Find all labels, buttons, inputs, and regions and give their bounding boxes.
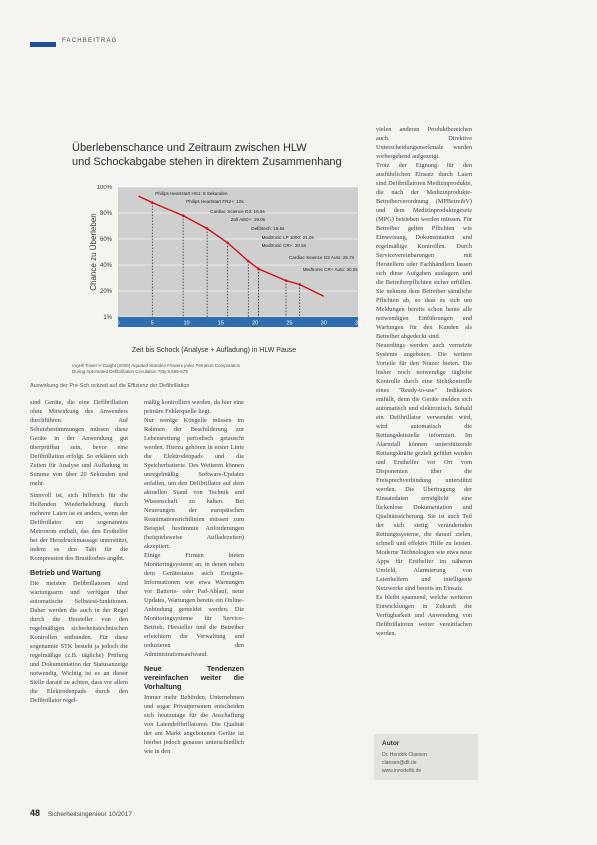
device-annotation: Philips Heartstart HS1: 8 Sekunden bbox=[155, 191, 228, 196]
text-column-1 bbox=[30, 398, 128, 705]
x-tick-label: 35 bbox=[354, 320, 362, 327]
paragraph: Die meisten Defibrillatoren sind wartungsarm und verfügen über automatische Selbstest-funktionen. Daher werden die auch in der Regel durch die Hersteller von den regelmäßigen sicherheitstechnischen Kontrollen entbunden. Für diese sogenannte STK besteht ja jedoch die regelmäßige (z.B. tägliche) Prüfung und Dokumentation der Statusanzeige notwendig. Wichtig ist es an dieser Stelle darauf zu achten, dass vor allem die Elektrodenpads durch den Defibrillator regel- bbox=[30, 580, 128, 704]
chart-area bbox=[66, 185, 362, 345]
paragraph: sind Geräte, die eine Defibrillation ohne Mitwirkung des Anwenders durchführen. Auf Schutzbestimmungen müssen diese Geräte in der Anwendung gut überprüfbar sein, bevor eine Defibrillation erfolgt. So erklären sich Zeiten für Analyse und Aufladung in Summe von über 20 Sekunden und mehr. bbox=[30, 399, 128, 487]
publication-name: Sicherheitsingenieur 10/2017 bbox=[47, 811, 133, 818]
data-point bbox=[257, 268, 260, 271]
figure-box bbox=[66, 135, 362, 383]
paragraph: Sinnvoll ist, sich hilfreich für die Helfenden Wiederbelebung durch mehrere Laien ist es anders, wenn der Defibrillator ein sogenanntes Metronom enthält, das den Ersthelfer bei der Herzdruckmassage unterstützt, indem es den Takt für die Kompression des Brustkorbes angibt. bbox=[30, 492, 128, 562]
device-annotation: Defibtech: 19.5s bbox=[251, 226, 285, 231]
data-point bbox=[247, 260, 250, 263]
paragraph: mäßig kontrolliert werden, da hier eine primäre Fehlerquelle liegt. bbox=[144, 399, 244, 415]
x-tick-label: 20 bbox=[252, 320, 259, 327]
text-column-2 bbox=[144, 398, 244, 756]
figure-title-line1: Überlebenschance und Zeitraum zwischen HLW bbox=[72, 142, 307, 154]
source-line2: During Automated Defibrillation Circulation 70ty 5.555-575 bbox=[72, 369, 188, 374]
page-number: 48 bbox=[30, 808, 41, 818]
data-point bbox=[298, 283, 301, 286]
device-annotation: Medtronic CR+: 20.5s bbox=[261, 243, 307, 248]
figure-title bbox=[72, 141, 362, 169]
paragraph: Neuerdings werden auch vernetzte Systeme angeboten. Die weitere Vorteile für den Nutzer bieten. Die bisher noch notwendige tägliche Kontrolle durch eine Sichtkontrolle eines "Ready-to-use" Indikators entfällt, denn die Geräte melden sich automatisch und elektronisch. Sobald ein Defibrillator verwendet wird, wird automatisch die Rettungsleitstelle informiert. Im Alarmfall können unterstützende Rettungskräfte gezielt geführt werden und Ersthelfer vor Ort vom Disponenten über die Freisprechverbindung unterstützt werden. Die Übertragung der Einsatzdaten ermöglicht eine lückenlose Dokumentation und Qualitätssicherung. Sie ist auch Teil der sich stetig verändernden Rettungssysteme, die darauf zielen, schnell und effektiv Hilfe zu leisten. Moderne Technologien wie etwa neue Apps für Ersthelfer im näheren Umfeld, Alarmierung von Laienhelfern und intelligente Netzwerke sind bereits im Einsatz. bbox=[376, 342, 472, 592]
y-tick-label: 40% bbox=[99, 263, 112, 269]
chart-x-axis-label: Zeit bis Schock (Analyse + Aufladung) in HLW Pause bbox=[131, 347, 297, 354]
device-annotation: Philips Heartstart FR2+: 10s bbox=[186, 199, 244, 204]
text-column-3 bbox=[376, 125, 472, 638]
device-annotation: Medtronic LP 1000: 21.0s bbox=[261, 235, 314, 240]
x-tick-label: 0 bbox=[116, 320, 120, 327]
paragraph: Trotz der Eignung für den ausführlichen Einsatz durch Laien sind Defibrillatoren Medizinprodukte, die nach der Medizinprodukte-Betreiberverordnung (MPBetreibV) und dem Medizinproduktegesetz (MPG) betrieben werden müssen. Für Betreiber gelten Pflichten wie Einweisung, Dokumentation und regelmäßige Kontrollen. Durch Servicevereinbarungen mit Herstellern oder Fachhändlern lassen sich diese Aufgaben auslagern und die Betreiberpflichten sicher erfüllen. Sie nehmen dem Betreiber sämtliche Pflichten ab, so dass es sich um Meldungen bereits schon heute alle notwendigen Einführungen und Wartungen für den Kunden als Betreiber abgedeckt sind. bbox=[376, 162, 473, 340]
author-box bbox=[374, 734, 478, 780]
x-tick-label: 25 bbox=[286, 320, 293, 327]
paragraph: Nur wenige Kongelle müssen im Rahmen der Beschilderung zur Lebensrettung periodisch getauscht werden. Hierzu gehören in erster Linie die Elektrodenpads und die Speicherbatterie. Des Weiteren können unregelmäßig Software-Updates anfallen, um den Defibrillator auf dem aktuellen Stand von Technik und Wissenschaft zu halten. Bei Neuerungen der europäischen Reanimationsrichtlinien müssen zum Beispiel bestimmte Anforderungen (beispielsweise Aufladezeiten) akzeptiert. bbox=[144, 417, 244, 550]
data-point bbox=[182, 214, 185, 217]
y-tick-label: 80% bbox=[99, 211, 112, 217]
y-tick-label: 20% bbox=[99, 289, 112, 295]
y-tick-label: 1% bbox=[103, 315, 112, 321]
chart-source-note bbox=[72, 363, 358, 375]
device-annotation: Zoll AED+: 19.0s bbox=[230, 217, 266, 222]
section-accent-bar bbox=[30, 42, 56, 47]
device-annotation: Medtronic CR+ Auto: 30.0s bbox=[302, 267, 358, 272]
data-point bbox=[226, 242, 229, 245]
author-email: claesen@dlt.de bbox=[382, 760, 417, 766]
device-annotation: Cardiac Science G3: 16.5s bbox=[210, 209, 265, 214]
x-tick-label: 30 bbox=[320, 320, 327, 327]
author-website: www.innodefib.de bbox=[382, 768, 422, 774]
y-axis-label: Chance zu Überleben bbox=[89, 213, 98, 291]
paragraph: Es bleibt spannend, welche weiteren Entwicklungen in Zukunft die Verfügbarkeit und Anwendung von Defibrillatoren weiter vereinfachen werden. bbox=[376, 594, 472, 637]
section-heading: Neue Tendenzen vereinfachen weiter die Vorhaltung bbox=[144, 664, 244, 691]
survival-chart bbox=[66, 185, 362, 345]
x-tick-label: 10 bbox=[183, 320, 190, 327]
y-tick-label: 60% bbox=[99, 237, 112, 243]
paragraph: Immer mehr Behörden, Unternehmen und sogar Privatpersonen entscheiden sich heutzutage für die Anschaffung von Laiendefibrillatoren. Die Qualität der am Markt angebotenen Geräte ist hierbei jedoch genauso unterschiedlich wie in den bbox=[144, 694, 244, 755]
figure-caption: Auswirkung der Pre-Sch ockzeit auf die Effizienz der Defibrillation bbox=[30, 383, 190, 389]
paragraph: Einige Firmen bieten Monitoringsysteme an, in denen neben dem Gerätestatus auch Ereignis-Informationen wie etwa Warnungen vor Batterie- oder Pad-Ablauf, neue Updates, Wartungen bereits ein Online-Anbindung gemeldet werden. Die Monitoringsysteme für Service-Betrieb, Hersteller und die Betreiber erleichtern die Verwaltung und reduzieren den Administrationsaufwand. bbox=[144, 552, 244, 658]
x-tick-label: 15 bbox=[217, 320, 224, 327]
device-annotation: Cardiac Science G3 Auto: 25.7s bbox=[289, 255, 355, 260]
section-label: FACHBEITRAG bbox=[62, 38, 118, 44]
author-heading: Autor bbox=[382, 740, 400, 747]
data-point bbox=[285, 279, 288, 282]
y-tick-label: 100% bbox=[96, 185, 112, 191]
page-footer bbox=[30, 808, 132, 818]
author-name: Dr. Hendrik Claesen bbox=[382, 752, 427, 758]
data-point bbox=[206, 227, 209, 230]
data-point bbox=[151, 201, 154, 204]
x-tick-label: 5 bbox=[150, 320, 154, 327]
figure-title-line2: und Schockabgabe stehen in direktem Zusammenhang bbox=[72, 156, 342, 168]
source-line1: IAgHll Tower H Daight (2009) Aquated Standen Flowers jeder Petration Computation bbox=[72, 363, 241, 368]
section-heading: Betrieb und Wartung bbox=[30, 568, 101, 577]
paragraph: vielen anderen Produktbereichen auch. Direktive Unterscheidungsmerkmale wurden vorhergehend aufgezeigt. bbox=[376, 126, 472, 160]
